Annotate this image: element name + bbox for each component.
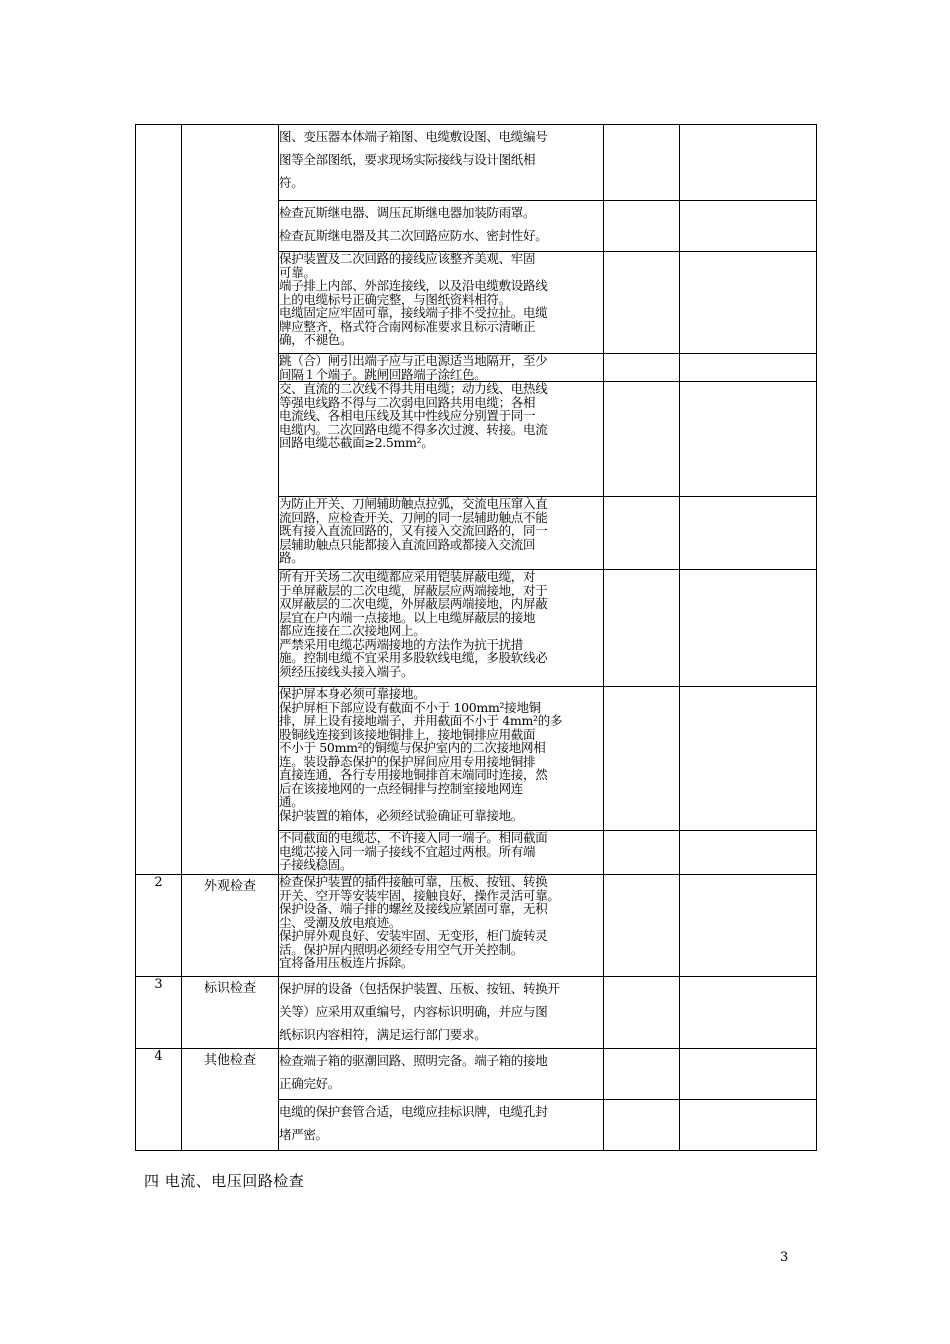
section-heading: 四 电流、电压回路检查 bbox=[144, 1172, 305, 1190]
result-cell bbox=[604, 687, 680, 831]
requirement-line: 回路电缆芯截面≥2.5mm²。 bbox=[279, 435, 434, 450]
requirement-line: 活。保护屏内照明必须经专用空气开关控制。 bbox=[279, 941, 524, 957]
requirement-line: 路。 bbox=[279, 550, 304, 565]
requirement-line: 关等）应采用双重编号，内容标识明确，并应与图 bbox=[279, 1004, 548, 1019]
requirement-line: 须经压接线头接入端子。 bbox=[279, 663, 414, 679]
remark-cell bbox=[680, 382, 817, 497]
requirement-line: 正确完好。 bbox=[279, 1076, 341, 1091]
result-cell bbox=[604, 125, 680, 201]
requirement-line: 股铜线连接到该接地铜排上，接地铜排应用截面 bbox=[279, 726, 536, 742]
requirement-cell bbox=[279, 201, 604, 252]
requirement-cell bbox=[279, 497, 604, 570]
result-cell bbox=[604, 570, 680, 687]
requirement-line: 符。 bbox=[279, 175, 304, 190]
requirement-line: 尘、受潮及放电痕迹。 bbox=[279, 914, 402, 930]
remark-cell bbox=[680, 125, 817, 201]
requirement-line: 都应连接在二次接地网上。 bbox=[279, 623, 426, 638]
requirement-line: 等强电线路不得与二次弱电回路共用电缆；各相 bbox=[279, 394, 536, 410]
requirement-line: 双屏蔽层的二次电缆，外屏蔽层两端接地，内屏蔽 bbox=[279, 596, 548, 611]
requirement-cell bbox=[279, 977, 604, 1049]
requirement-line: 后在该接地网的一点经铜排与控制室接地网连 bbox=[279, 780, 524, 796]
item-number: 3 bbox=[136, 977, 182, 1049]
remark-cell bbox=[680, 354, 817, 382]
table-row bbox=[136, 875, 817, 977]
requirement-line: 端子排上内部、外部连接线，以及沿电缆敷设路线 bbox=[279, 278, 548, 293]
inspection-table bbox=[135, 124, 817, 1151]
requirement-cell bbox=[279, 570, 604, 687]
item-number bbox=[136, 125, 182, 875]
requirement-cell bbox=[279, 875, 604, 977]
requirement-line: 层辅助触点只能都接入直流回路或都接入交流回 bbox=[279, 536, 536, 552]
requirement-cell bbox=[279, 382, 604, 497]
requirement-line: 为防止开关、刀闸辅助触点拉弧，交流电压窜入直 bbox=[279, 496, 548, 511]
requirement-line: 宜将备用压板连片拆除。 bbox=[279, 955, 414, 970]
result-cell bbox=[604, 977, 680, 1049]
remark-cell bbox=[680, 201, 817, 252]
remark-cell bbox=[680, 497, 817, 570]
requirement-line: 保护设备、端子排的螺丝及接线应紧固可靠，无积 bbox=[279, 901, 548, 916]
item-name: 外观检查 bbox=[182, 875, 279, 977]
table-row bbox=[136, 977, 817, 1049]
requirement-line: 跳（合）闸引出端子应与正电源适当地隔开，至少 bbox=[279, 353, 548, 368]
requirement-line: 检查保护装置的插件接触可靠，压板、按钮、转换 bbox=[279, 874, 548, 889]
requirement-line: 电流线、各相电压线及其中性线应分别置于同一 bbox=[279, 408, 536, 423]
page-number: 3 bbox=[780, 1250, 789, 1265]
requirement-line: 不同截面的电缆芯，不许接入同一端子。相同截面 bbox=[279, 830, 548, 845]
requirement-line: 不小于 50mm²的铜缆与保护室内的二次接地网相 bbox=[279, 740, 546, 755]
remark-cell bbox=[680, 570, 817, 687]
requirement-cell bbox=[279, 125, 604, 201]
requirement-line: 严禁采用电缆芯两端接地的方法作为抗干扰措 bbox=[279, 636, 524, 652]
remark-cell bbox=[680, 977, 817, 1049]
requirement-line: 上的电缆标号正确完整，与图纸资料相符。 bbox=[279, 291, 511, 307]
requirement-line: 保护屏本身必须可靠接地。 bbox=[279, 686, 426, 701]
requirement-line: 保护屏外观良好、安装牢固、无变形，柜门旋转灵 bbox=[279, 928, 548, 943]
result-cell bbox=[604, 1049, 680, 1100]
requirement-line: 开关、空开等安装牢固，接触良好，操作灵活可靠。 bbox=[279, 887, 560, 903]
remark-cell bbox=[680, 252, 817, 354]
requirement-line: 电缆内。二次回路电缆不得多次过渡、转接。电流 bbox=[279, 421, 548, 437]
item-number: 2 bbox=[136, 875, 182, 977]
requirement-line: 既有接入直流回路的，又有接入交流回路的，同一 bbox=[279, 523, 548, 538]
remark-cell bbox=[680, 1100, 817, 1151]
table-row bbox=[136, 1049, 817, 1100]
requirement-cell bbox=[279, 831, 604, 875]
requirement-line: 子接线稳固。 bbox=[279, 857, 353, 872]
requirement-cell bbox=[279, 252, 604, 354]
result-cell bbox=[604, 382, 680, 497]
inspection-table-body bbox=[136, 125, 817, 1151]
requirement-line: 电缆芯接入同一端子接线不宜超过两根。所有端 bbox=[279, 843, 536, 859]
item-name: 标识检查 bbox=[182, 977, 279, 1049]
requirement-line: 电缆的保护套管合适，电缆应挂标识牌，电缆孔封 bbox=[279, 1104, 548, 1119]
requirement-line: 堵严密。 bbox=[279, 1127, 328, 1142]
remark-cell bbox=[680, 1049, 817, 1100]
requirement-line: 电缆固定应牢固可靠，接线端子排不受拉扯。电缆 bbox=[279, 305, 548, 320]
requirement-line: 于单屏蔽层的二次电缆，屏蔽层应两端接地，对于 bbox=[279, 582, 548, 598]
requirement-line: 直接连通，各行专用接地铜排首末端同时连接，然 bbox=[279, 767, 548, 782]
requirement-line: 检查瓦斯继电器、调压瓦斯继电器加装防雨罩。 bbox=[279, 205, 536, 220]
table-row bbox=[136, 125, 817, 201]
requirement-line: 交、直流的二次线不得共用电缆；动力线、电热线 bbox=[279, 381, 548, 396]
requirement-line: 可靠。 bbox=[279, 264, 316, 280]
remark-cell bbox=[680, 687, 817, 831]
requirement-line: 保护屏的设备（包括保护装置、压板、按钮、转换开 bbox=[279, 981, 560, 996]
result-cell bbox=[604, 831, 680, 875]
result-cell bbox=[604, 1100, 680, 1151]
requirement-line: 确，不褪色。 bbox=[279, 332, 353, 347]
requirement-line: 检查端子箱的驱潮回路、照明完备。端子箱的接地 bbox=[279, 1053, 548, 1068]
requirement-cell bbox=[279, 1100, 604, 1151]
remark-cell bbox=[680, 875, 817, 977]
result-cell bbox=[604, 354, 680, 382]
requirement-line: 连。装设静态保护的保护屏间应用专用接地铜排 bbox=[279, 753, 536, 769]
requirement-line: 施。控制电缆不宜采用多股软线电缆，多股软线必 bbox=[279, 650, 548, 665]
requirement-line: 纸标识内容相符，满足运行部门要求。 bbox=[279, 1027, 487, 1042]
requirement-line: 图、变压器本体端子箱图、电缆敷设图、电缆编号 bbox=[279, 129, 548, 144]
requirement-cell bbox=[279, 687, 604, 831]
requirement-line: 间隔１个端子。跳闸回路端子涂红色。 bbox=[279, 366, 487, 382]
item-name bbox=[182, 125, 279, 875]
requirement-line: 检查瓦斯继电器及其二次回路应防水、密封性好。 bbox=[279, 228, 548, 243]
requirement-cell bbox=[279, 354, 604, 382]
requirement-cell bbox=[279, 1049, 604, 1100]
result-cell bbox=[604, 252, 680, 354]
requirement-line: 层宜在户内端一点接地。以上电缆屏蔽层的接地 bbox=[279, 609, 536, 625]
requirement-line: 牌应整齐，格式符合南网标准要求且标示清晰正 bbox=[279, 318, 536, 334]
result-cell bbox=[604, 201, 680, 252]
requirement-line: 排，屏上设有接地端子，并用截面不小于 4mm²的多 bbox=[279, 713, 563, 728]
remark-cell bbox=[680, 831, 817, 875]
requirement-line: 流回路，应检查开关、刀闸的同一层辅助触点不能 bbox=[279, 509, 548, 525]
item-name: 其他检查 bbox=[182, 1049, 279, 1151]
item-number: 4 bbox=[136, 1049, 182, 1151]
requirement-line: 图等全部图纸，要求现场实际接线与设计图纸相 bbox=[279, 152, 536, 167]
requirement-line: 保护屏柜下部应设有截面不小于 100mm²接地铜 bbox=[279, 699, 541, 715]
requirement-line: 保护装置及二次回路的接线应该整齐美观、牢固 bbox=[279, 251, 536, 266]
requirement-line: 通。 bbox=[279, 794, 304, 809]
requirement-line: 所有开关场二次电缆都应采用铠装屏蔽电缆，对 bbox=[279, 569, 536, 584]
result-cell bbox=[604, 875, 680, 977]
result-cell bbox=[604, 497, 680, 570]
requirement-line: 保护装置的箱体，必须经试验确证可靠接地。 bbox=[279, 807, 524, 823]
